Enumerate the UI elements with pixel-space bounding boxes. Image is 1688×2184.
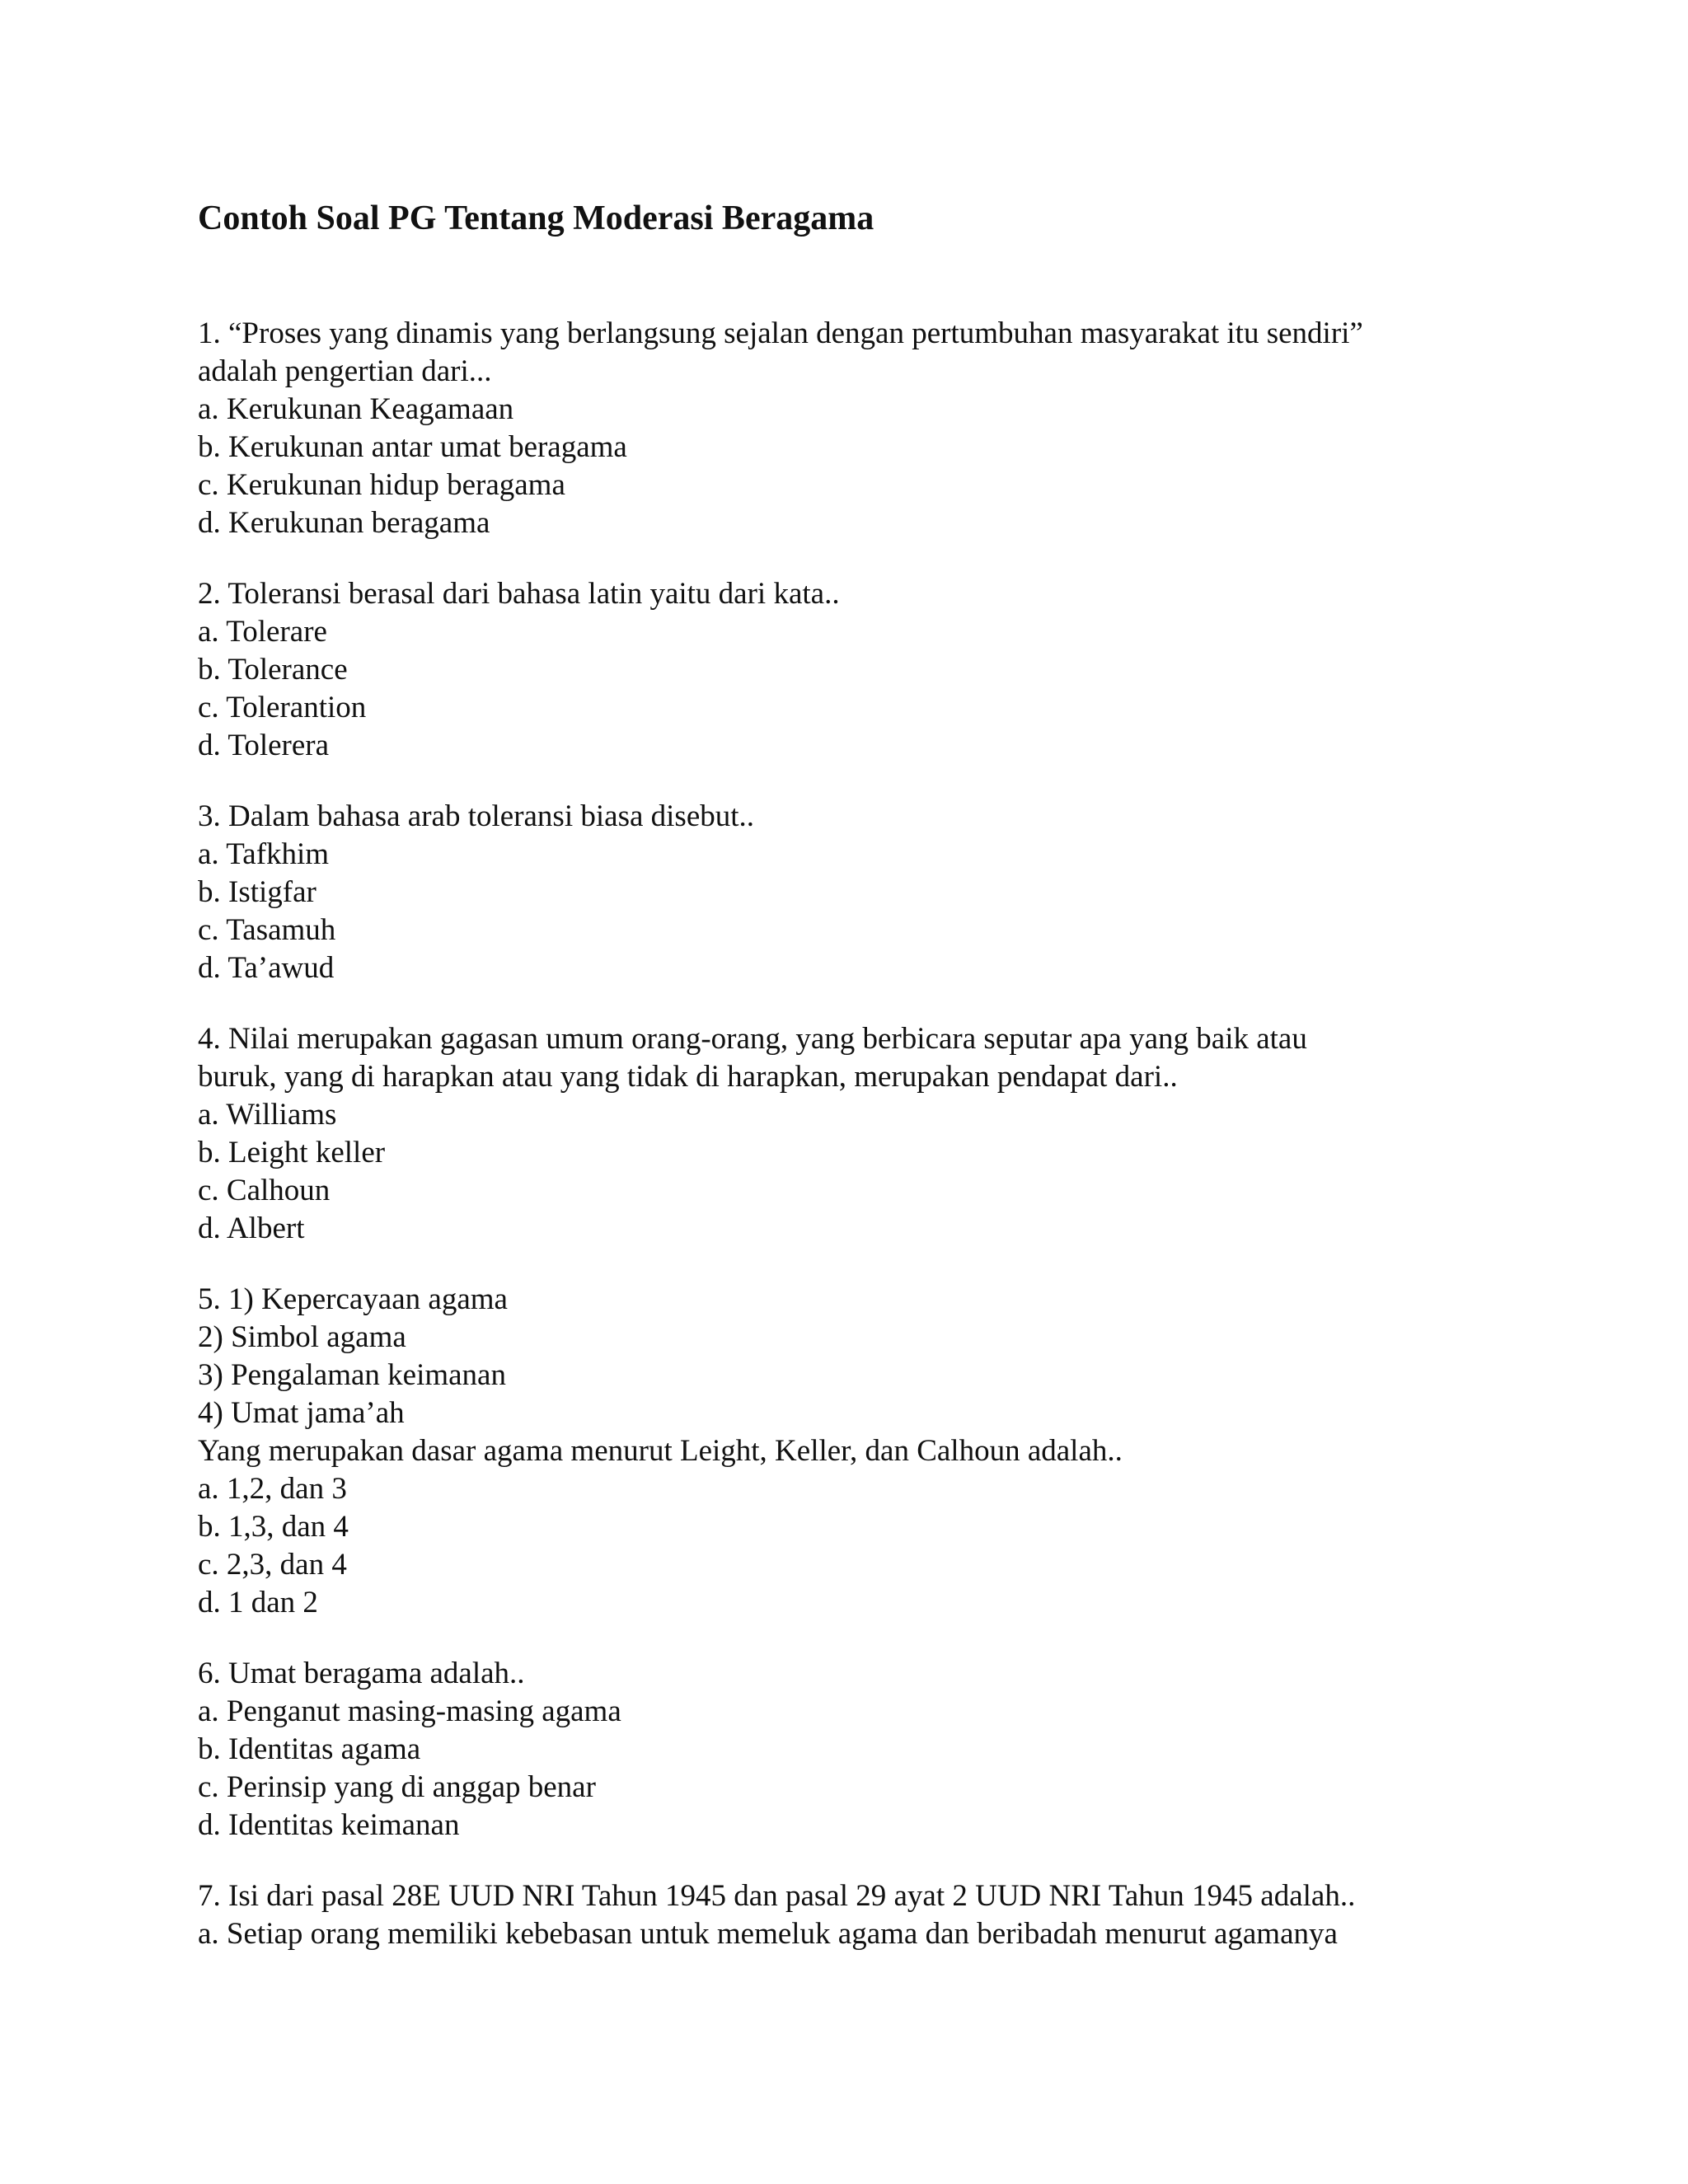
question-text: 4. Nilai merupakan gagasan umum orang-orang, yang berbicara seputar apa yang baik atau (198, 1022, 1307, 1056)
answer-option: c. Tolerantion (198, 691, 367, 724)
question-6 (198, 1655, 1517, 1844)
answer-option: a. Tafkhim (198, 837, 330, 871)
question-text: 7. Isi dari pasal 28E UUD NRI Tahun 1945 dan pasal 29 ayat 2 UUD NRI Tahun 1945 adalah.. (198, 1879, 1356, 1913)
answer-option: d. Albert (198, 1212, 305, 1245)
question-text: 2. Toleransi berasal dari bahasa latin yaitu dari kata.. (198, 577, 840, 611)
answer-option: a. 1,2, dan 3 (198, 1472, 347, 1506)
answer-option: b. Kerukunan antar umat beragama (198, 430, 627, 464)
question-2 (198, 575, 1517, 765)
question-text: Yang merupakan dasar agama menurut Leight, Keller, dan Calhoun adalah.. (198, 1434, 1123, 1468)
question-text: 2) Simbol agama (198, 1320, 406, 1354)
answer-option: a. Williams (198, 1098, 337, 1132)
answer-option: a. Tolerare (198, 615, 327, 649)
question-list (198, 315, 1517, 1953)
answer-option: d. 1 dan 2 (198, 1586, 318, 1619)
question-text: 1. “Proses yang dinamis yang berlangsung sejalan dengan pertumbuhan masyarakat itu sendiri” (198, 316, 1363, 350)
question-text: 5. 1) Kepercayaan agama (198, 1282, 508, 1316)
answer-option: b. Istigfar (198, 875, 316, 909)
answer-option: a. Setiap orang memiliki kebebasan untuk memeluk agama dan beribadah menurut agamanya (198, 1917, 1338, 1951)
answer-option: c. Tasamuh (198, 913, 336, 947)
answer-option: b. Tolerance (198, 653, 348, 687)
answer-option: b. Identitas agama (198, 1732, 421, 1766)
question-7 (198, 1877, 1517, 1953)
question-text: adalah pengertian dari... (198, 354, 492, 388)
question-text: 4) Umat jama’ah (198, 1396, 405, 1430)
answer-option: c. Calhoun (198, 1174, 331, 1207)
question-4 (198, 1020, 1517, 1248)
answer-option: d. Ta’awud (198, 951, 335, 985)
document-content (198, 196, 1517, 1986)
answer-option: b. Leight keller (198, 1136, 386, 1169)
question-3 (198, 798, 1517, 987)
question-text: 3) Pengalaman keimanan (198, 1358, 506, 1392)
document-title: Contoh Soal PG Tentang Moderasi Beragama (198, 199, 874, 237)
question-text: 3. Dalam bahasa arab toleransi biasa disebut.. (198, 799, 755, 833)
answer-option: d. Kerukunan beragama (198, 506, 490, 540)
answer-option: d. Tolerera (198, 729, 330, 762)
question-text: buruk, yang di harapkan atau yang tidak di harapkan, merupakan pendapat dari.. (198, 1060, 1178, 1094)
answer-option: c. Kerukunan hidup beragama (198, 468, 565, 502)
question-1 (198, 315, 1517, 542)
answer-option: d. Identitas keimanan (198, 1808, 460, 1842)
answer-option: c. Perinsip yang di anggap benar (198, 1770, 596, 1804)
question-5 (198, 1281, 1517, 1622)
answer-option: c. 2,3, dan 4 (198, 1548, 347, 1582)
answer-option: b. 1,3, dan 4 (198, 1510, 349, 1544)
question-text: 6. Umat beragama adalah.. (198, 1657, 525, 1690)
answer-option: a. Penganut masing-masing agama (198, 1694, 621, 1728)
answer-option: a. Kerukunan Keagamaan (198, 392, 514, 426)
